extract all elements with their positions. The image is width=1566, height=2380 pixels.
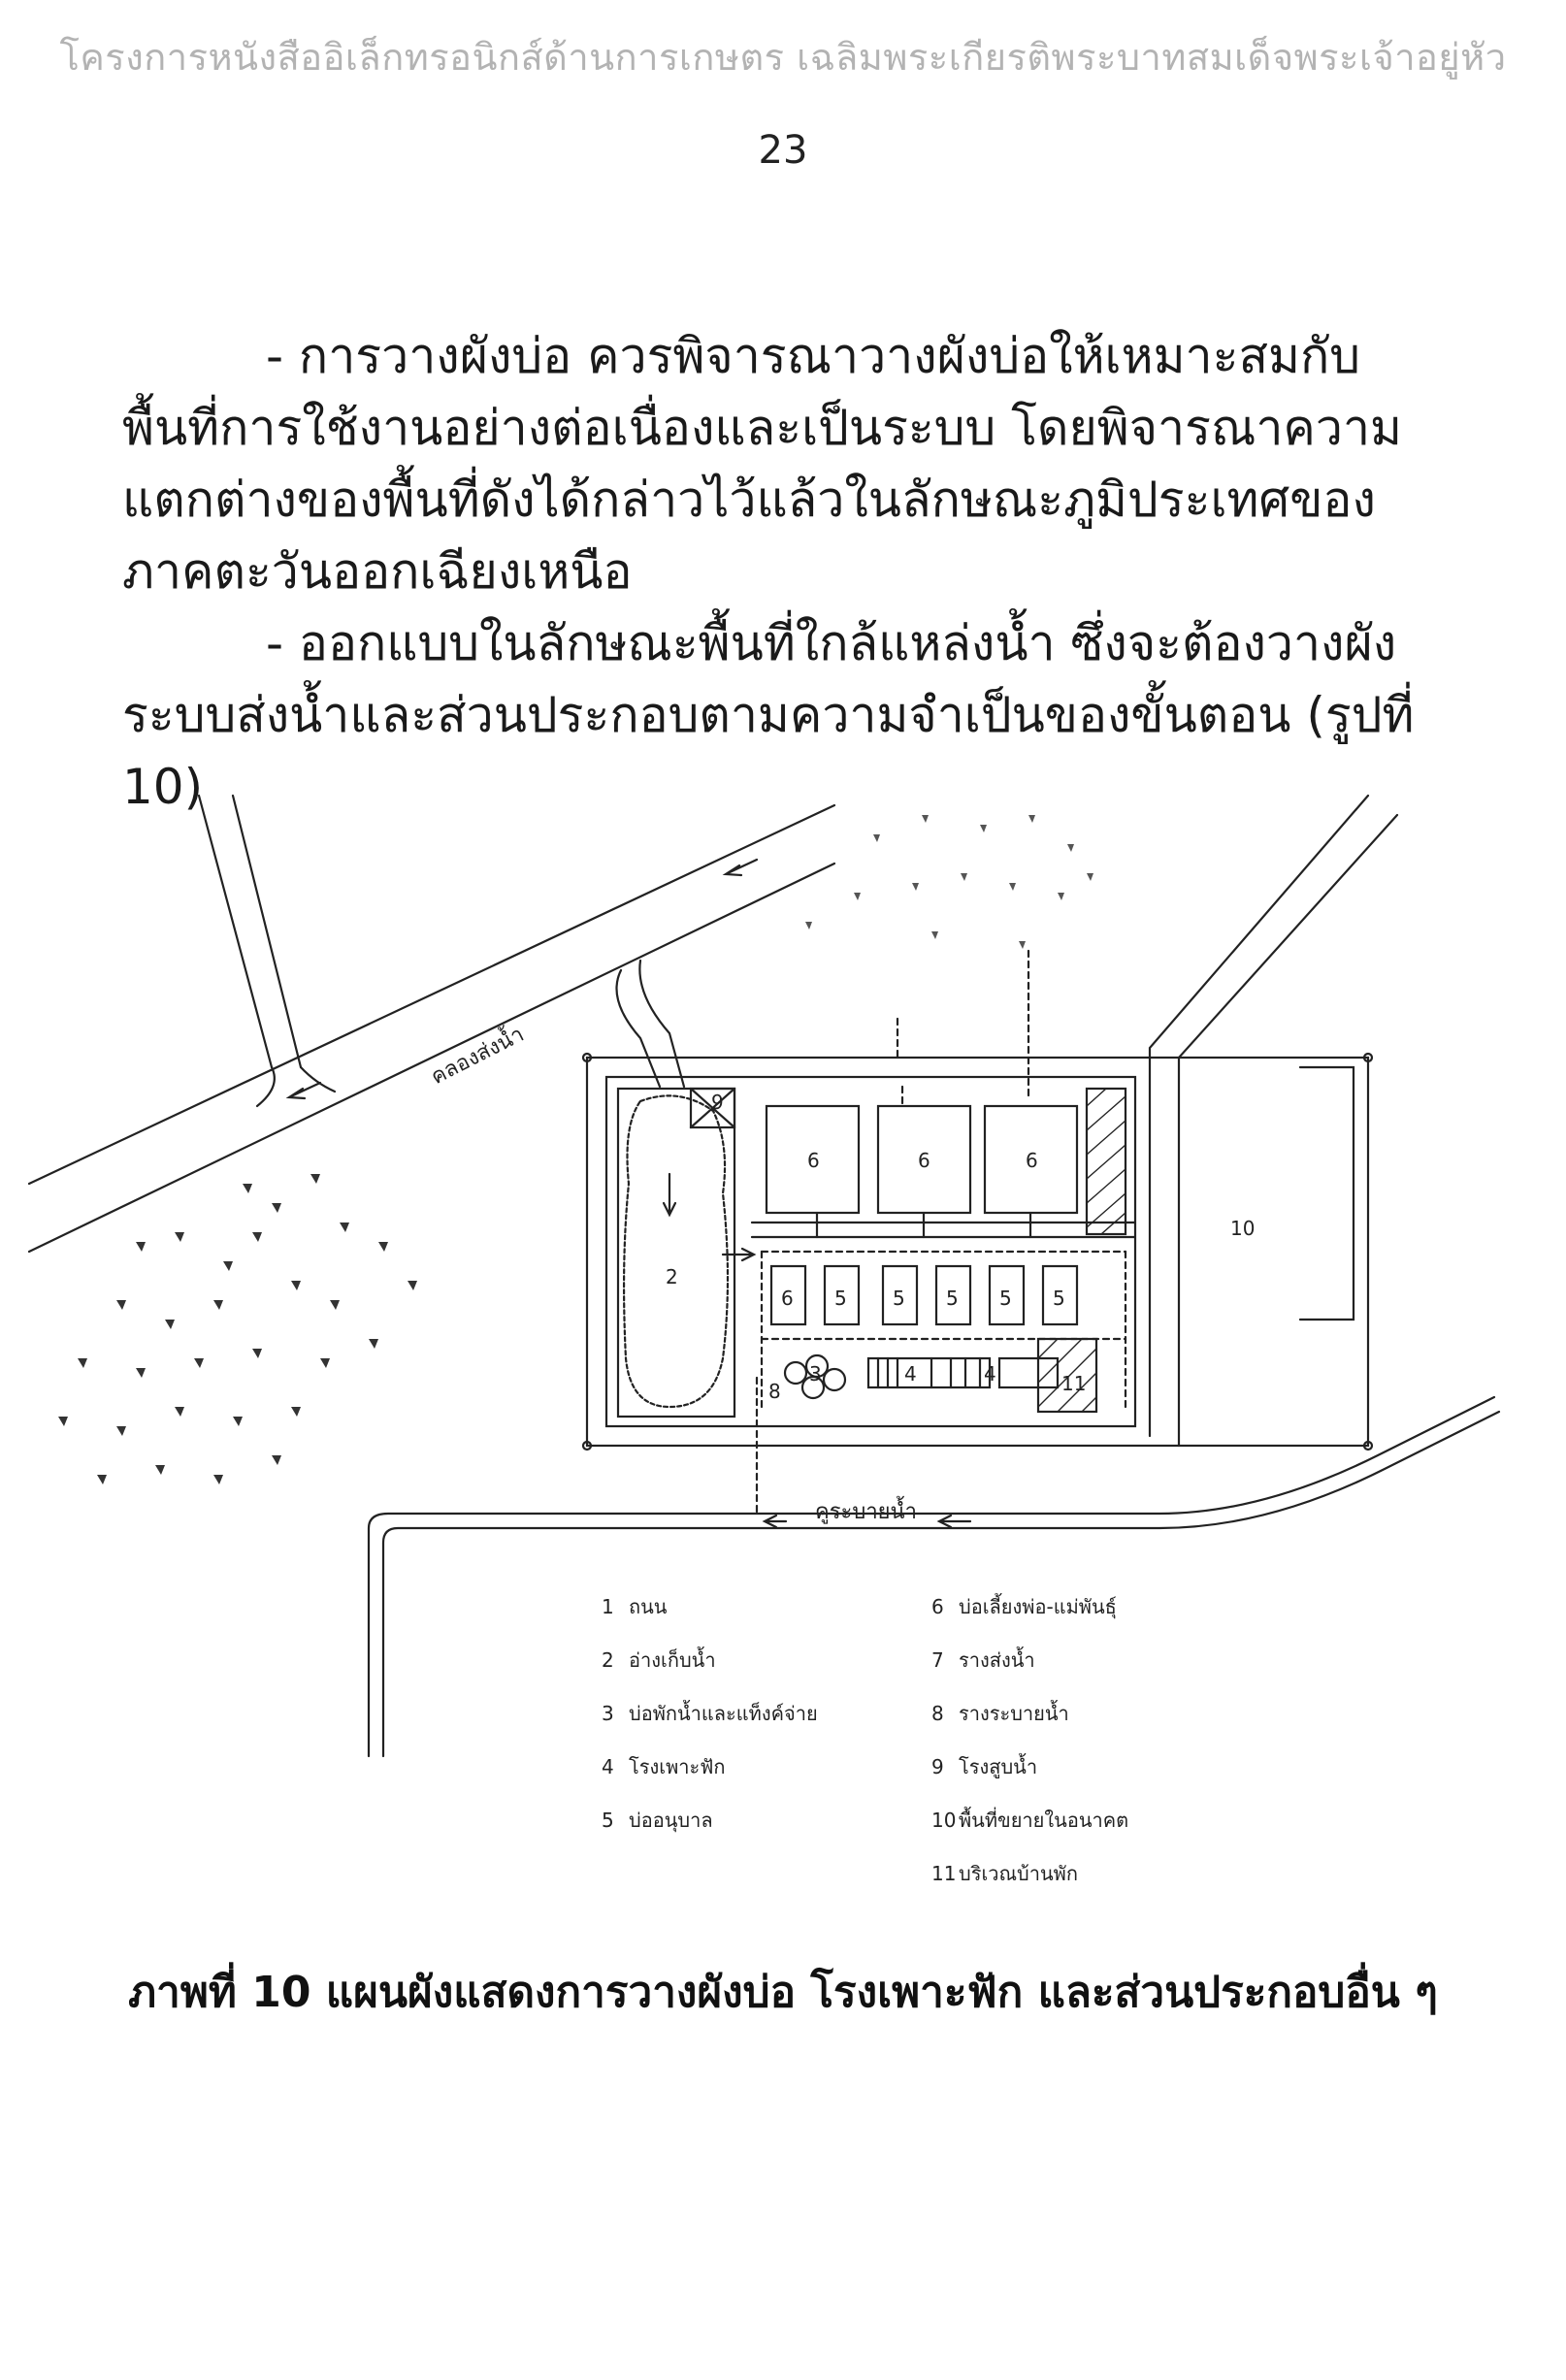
plot-label: 5 <box>946 1287 959 1310</box>
reservoir-water <box>624 1095 728 1407</box>
paragraph-pond-layout: - การวางผังบ่อ ควรพิจารณาวางผังบ่อให้เหมาะสมกับพื้นที่การใช้งานอย่างต่อเนื่องและเป็นระบบ โดยพิจารณาความแตกต่างของพื้นที่ดังได้กล่าวไว้แล้วในลักษณะภูมิประเทศของภาคตะวันออกเฉียงเหนือ <box>122 328 1402 600</box>
hatchery-building <box>868 1358 990 1387</box>
plot-label: 11 <box>1061 1372 1087 1395</box>
legend-item: 8 รางระบายน้ำ <box>931 1702 1069 1725</box>
legend-item: 5 บ่ออนุบาล <box>602 1809 713 1832</box>
paragraph-near-water: - ออกแบบในลักษณะพื้นที่ใกล้แหล่งน้ำ ซึ่งจะต้องวางผังระบบส่งน้ำและส่วนประกอบตามความจำเป็นของขั้นตอน (รูปที่ 10) <box>122 615 1415 815</box>
site-plan-figure <box>0 776 1566 1921</box>
legend-item: 1 ถนน <box>602 1595 668 1618</box>
canal-label: คลองส่งน้ำ <box>427 1022 529 1091</box>
body-text <box>122 320 1442 823</box>
legend-item: 4 โรงเพาะฟัก <box>602 1755 726 1778</box>
plot-label: 8 <box>768 1380 781 1403</box>
east-road <box>1150 796 1397 1446</box>
legend-item: 7 รางส่งน้ำ <box>931 1648 1035 1672</box>
site-plan-drawing <box>0 776 1566 1921</box>
plot-label: 4 <box>984 1362 996 1386</box>
legend-item: 10 พื้นที่ขยายในอนาคต <box>931 1809 1129 1832</box>
plot-label: 5 <box>893 1287 905 1310</box>
tank <box>785 1362 806 1384</box>
plot-label: 5 <box>1053 1287 1065 1310</box>
plot-label: 6 <box>1026 1149 1038 1172</box>
legend-item: 3 บ่อพักน้ำและแท็งค์จ่าย <box>602 1702 818 1725</box>
series-header: โครงการหนังสืออิเล็กทรอนิกส์ด้านการเกษตร เฉลิมพระเกียรติพระบาทสมเด็จพระเจ้าอยู่หัว <box>59 36 1507 79</box>
plot-label: 6 <box>807 1149 820 1172</box>
plot-label: 6 <box>781 1287 794 1310</box>
plot-label: 2 <box>666 1265 678 1288</box>
legend-item: 6 บ่อเลี้ยงพ่อ-แม่พันธุ์ <box>931 1595 1117 1618</box>
legend-item: 11 บริเวณบ้านพัก <box>931 1862 1078 1885</box>
plot-label: 6 <box>918 1149 930 1172</box>
diagonal-road <box>29 805 834 1252</box>
plot-label: 4 <box>904 1362 917 1386</box>
plot-label: 9 <box>711 1091 724 1114</box>
vegetation <box>58 1174 417 1484</box>
figure-caption: ภาพที่ 10 แผนผังแสดงการวางผังบ่อ โรงเพาะฟัก และส่วนประกอบอื่น ๆ <box>128 1968 1438 2017</box>
plot-label: 5 <box>834 1287 847 1310</box>
north-road <box>199 796 335 1106</box>
reservoir-frame <box>618 1089 734 1417</box>
legend-item: 9 โรงสูบน้ำ <box>931 1755 1038 1778</box>
branch-road <box>617 961 685 1087</box>
legend-item: 2 อ่างเก็บน้ำ <box>602 1648 716 1672</box>
drain-label: คูระบายน้ำ <box>815 1500 917 1524</box>
plot-label: 3 <box>809 1362 822 1386</box>
plot-label: 5 <box>999 1287 1012 1310</box>
page-number: 23 <box>758 128 808 173</box>
plot-label: 10 <box>1230 1217 1256 1240</box>
